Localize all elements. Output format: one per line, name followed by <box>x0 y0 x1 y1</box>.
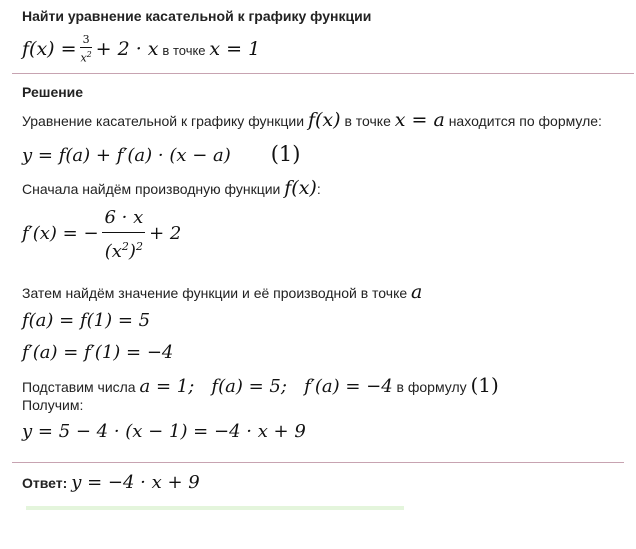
answer-formula: y = −4 · x + 9 <box>71 472 200 493</box>
divider-top <box>12 73 634 74</box>
tangent-formula: y = f(a) + f′(a) · (x − a) <box>22 145 231 166</box>
substitute-line <box>22 372 499 400</box>
problem-func-fraction <box>80 34 91 65</box>
problem-func-lhs: f(x) = <box>22 38 77 60</box>
tangent-intro-line <box>22 108 602 133</box>
substitute-intro: Подставим числа <box>22 379 136 395</box>
substitute-into: в формулу <box>396 379 467 395</box>
tangent-formula-line <box>22 140 300 170</box>
tangent-formula-text: находится по формуле: <box>448 113 602 129</box>
derivative-fx: f(x) <box>284 177 317 199</box>
formula-number: (1) <box>270 142 301 166</box>
derivative-num: 6 · x <box>104 207 144 229</box>
substitute-ref: (1) <box>470 373 499 397</box>
derivative-colon: : <box>316 181 321 197</box>
problem-point-text: в точке <box>162 43 206 58</box>
problem-frac-num: 3 <box>82 32 90 46</box>
answer-line <box>22 470 200 496</box>
derivative-lhs: f′(x) = − <box>22 223 99 244</box>
tangent-intro-text: Уравнение касательной к графику функции <box>22 113 305 129</box>
values-a: a <box>411 281 423 303</box>
result-label: Получим: <box>22 397 84 413</box>
problem-func-rest: + 2 · x <box>95 38 159 60</box>
answer-label: Ответ: <box>22 475 68 491</box>
problem-function <box>22 32 260 66</box>
tangent-fx: f(x) <box>307 109 341 131</box>
derivative-fraction <box>102 206 145 264</box>
derivative-intro-text: Сначала найдём производную функции <box>22 181 281 197</box>
values-intro-line <box>22 280 422 305</box>
tangent-xa: x = a <box>394 109 445 131</box>
answer-highlight-bar <box>26 506 404 510</box>
result-formula: y = 5 − 4 · (x − 1) = −4 · x + 9 <box>22 421 306 442</box>
derivative-den: $(x^2)^2$ <box>104 240 143 263</box>
derivative-formula <box>22 204 181 264</box>
derivative-rest: + 2 <box>149 223 182 244</box>
tangent-in-point: в точке <box>344 113 391 129</box>
derivative-intro-line <box>22 176 321 201</box>
problem-point-value: x = 1 <box>209 38 261 60</box>
values-intro-text: Затем найдём значение функции и её производной в точке <box>22 285 408 301</box>
problem-frac-den: $x^2$ <box>80 49 92 65</box>
value-fa: f(a) = f(1) = 5 <box>22 310 151 331</box>
divider-bottom <box>12 462 624 463</box>
value-fpa: f′(a) = f′(1) = −4 <box>22 342 174 363</box>
solution-heading: Решение <box>22 84 84 100</box>
problem-title: Найти уравнение касательной к графику функции <box>22 8 372 24</box>
substitute-values: a = 1; f(a) = 5; f′(a) = −4 <box>139 376 393 397</box>
